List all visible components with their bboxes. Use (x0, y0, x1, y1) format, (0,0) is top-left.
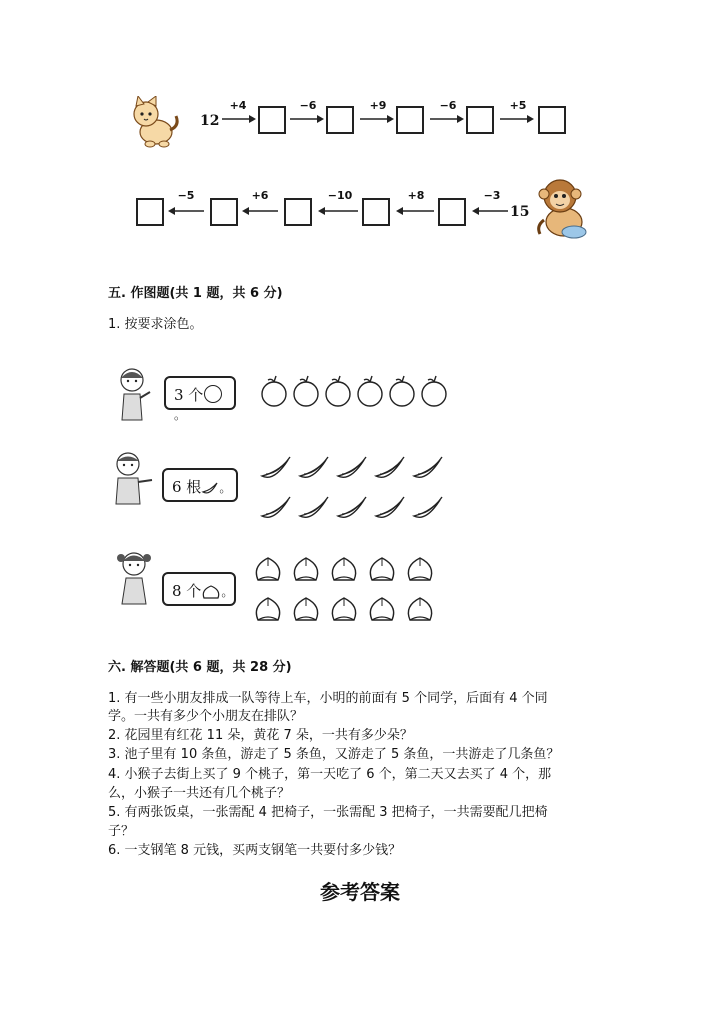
chain1-answer-box-1[interactable] (258, 106, 286, 134)
apple-count-label: 3 个 (174, 386, 204, 404)
left-arrow-icon (472, 205, 508, 217)
bubble-period: 。 (219, 481, 232, 495)
chain2-op-2: +8 (407, 189, 425, 202)
bubble-period: 。 (221, 585, 234, 599)
section6-line-9: 6. 一支钢笔 8 元钱，买两支钢笔一共要付多少钱？ (108, 843, 402, 858)
peach-icon (201, 584, 221, 604)
section6-heading: 六. 解答题(共 6 题，共 28 分) (108, 660, 292, 675)
chain2-answer-box-1[interactable] (438, 198, 466, 226)
section5-heading: 五. 作图题(共 1 题，共 6 分) (108, 286, 283, 301)
chain2-answer-box-5[interactable] (136, 198, 164, 226)
section5-question: 1. 按要求涂色。 (108, 317, 203, 332)
apple-icon (204, 385, 222, 403)
section6-line-3: 2. 花园里有红花 11 朵，黄花 7 朵，一共有多少朵？ (108, 728, 413, 743)
chain1-op-3: +9 (369, 99, 387, 112)
chain2-op-5: −5 (177, 189, 195, 202)
left-arrow-icon (396, 205, 434, 217)
left-arrow-icon (242, 205, 278, 217)
right-arrow-icon (500, 113, 534, 125)
banana-icon (201, 480, 219, 500)
chain1-op-2: −6 (299, 99, 317, 112)
bubble-period: 。 (174, 408, 187, 422)
boy-illustration (108, 450, 156, 506)
chain1-answer-box-2[interactable] (326, 106, 354, 134)
chain1-start: 12 (200, 113, 220, 129)
right-arrow-icon (430, 113, 464, 125)
chain1-op-4: −6 (439, 99, 457, 112)
banana-grid (258, 452, 458, 526)
section6-line-8: 子？ (108, 824, 135, 839)
section6-line-2: 学。一共有多少个小朋友在排队？ (108, 709, 304, 724)
speech-bubble-apples (164, 376, 236, 422)
chain2-start: 15 (510, 204, 530, 220)
girl-illustration (112, 366, 154, 422)
section6-line-5: 4. 小猴子去街上买了 9 个桃子，第一天吃了 6 个，第二天又去买了 4 个，那 (108, 767, 552, 782)
chain1-answer-box-4[interactable] (466, 106, 494, 134)
chain2-op-3: −10 (327, 189, 353, 202)
speech-bubble-bananas (162, 468, 238, 502)
section6-line-1: 1. 有一些小朋友排成一队等待上车，小明的前面有 5 个同学，后面有 4 个同 (108, 691, 548, 706)
right-arrow-icon (290, 113, 324, 125)
chain1-answer-box-3[interactable] (396, 106, 424, 134)
chain2-op-1: −3 (483, 189, 501, 202)
apple-row (258, 374, 458, 410)
banana-count-label: 6 根 (172, 478, 202, 496)
right-arrow-icon (360, 113, 394, 125)
left-arrow-icon (318, 205, 358, 217)
chain1-op-5: +5 (509, 99, 527, 112)
chain1-op-1: +4 (229, 99, 247, 112)
section6-line-4: 3. 池子里有 10 条鱼，游走了 5 条鱼，又游走了 5 条鱼，一共游走了几条鱼？ (108, 747, 560, 762)
chain2-answer-box-2[interactable] (362, 198, 390, 226)
right-arrow-icon (222, 113, 256, 125)
left-arrow-icon (168, 205, 204, 217)
speech-bubble-peaches (162, 572, 236, 606)
peach-grid (252, 552, 442, 626)
answer-title: 参考答案 (320, 880, 400, 904)
chain2-answer-box-3[interactable] (284, 198, 312, 226)
chain2-answer-box-4[interactable] (210, 198, 238, 226)
chain1-answer-box-5[interactable] (538, 106, 566, 134)
peach-count-label: 8 个 (172, 582, 202, 600)
cat-illustration (118, 96, 182, 150)
chain2-op-4: +6 (251, 189, 269, 202)
girl-with-pigtails-illustration (114, 548, 156, 606)
section6-line-6: 么，小猴子一共还有几个桃子？ (108, 786, 291, 801)
monkey-illustration (532, 176, 592, 240)
section6-line-7: 5. 有两张饭桌，一张需配 4 把椅子，一张需配 3 把椅子，一共需要配几把椅 (108, 805, 548, 820)
